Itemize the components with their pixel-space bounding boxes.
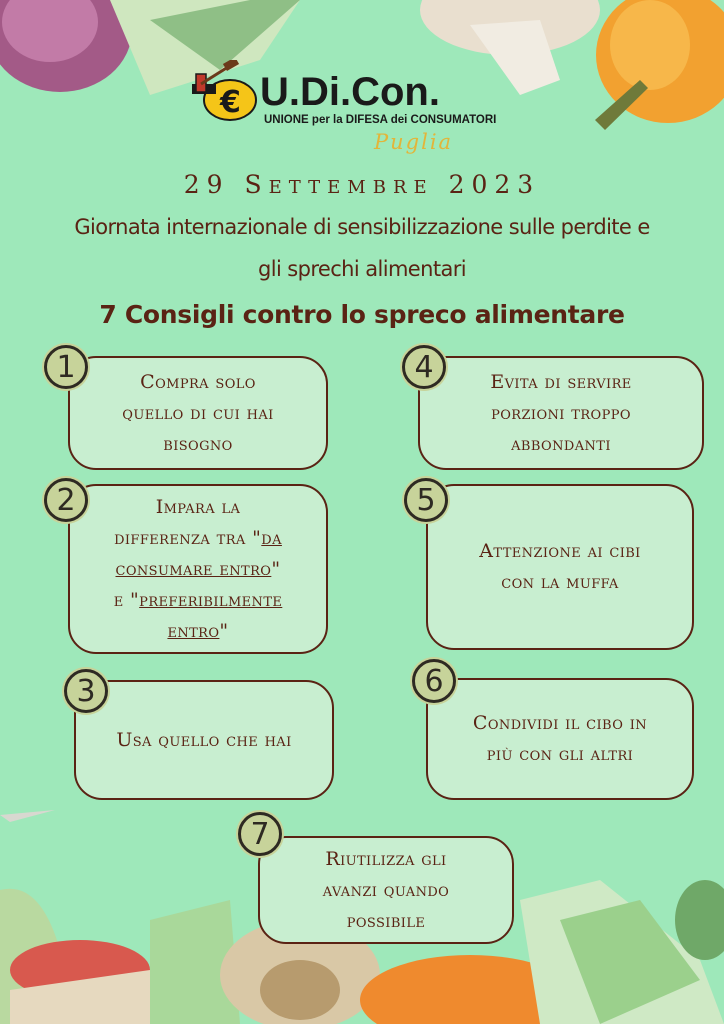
tip-text: Evita di servire porzioni troppo abbondanti (490, 370, 632, 455)
tips-heading: 7 Consigli contro lo spreco alimentare (99, 300, 625, 329)
logo (186, 58, 526, 168)
gavel-logo-icon (186, 60, 260, 126)
tip-card-1 (68, 356, 328, 470)
tip-text: Usa quello che hai (116, 728, 292, 751)
tip-number-badge: 6 (412, 659, 456, 703)
tip-number-badge: 1 (44, 345, 88, 389)
logo-subtitle: UNIONE per la DIFESA dei CONSUMATORI (264, 114, 497, 126)
link-preferibilmente-entro[interactable]: preferibilmente (139, 588, 283, 611)
logo-region: Puglia (374, 130, 454, 154)
tip-text: Riutilizza gli avanzi quando possibile (322, 847, 450, 932)
tip-card-3 (74, 680, 334, 800)
event-title-line1: Giornata internazionale di sensibilizzazione sulle perdite e (74, 215, 650, 239)
tip-card-6 (426, 678, 694, 800)
link-preferibilmente-entro-cont[interactable]: entro (167, 619, 220, 642)
tip-card-7 (258, 836, 514, 944)
tip-number-badge: 3 (64, 669, 108, 713)
link-da-consumare-entro-cont[interactable]: consumare entro (115, 557, 272, 580)
tip-text: Compra solo quello di cui hai bisogno (122, 370, 274, 455)
tip-card-5 (426, 484, 694, 650)
tip-number-badge: 4 (402, 345, 446, 389)
tip-card-2 (68, 484, 328, 654)
event-title (10, 206, 714, 290)
tip-number-badge: 2 (44, 478, 88, 522)
tip-text: Attenzione ai cibi con la muffa (479, 540, 641, 593)
logo-name: U.Di.Con. (260, 70, 440, 114)
tip-card-4 (418, 356, 704, 470)
tip-number-badge: 5 (404, 478, 448, 522)
event-date: 29 Settembre 2023 (183, 170, 541, 199)
tip-number-badge: 7 (238, 812, 282, 856)
link-da-consumare-entro[interactable]: da (261, 526, 282, 549)
leaf-left-illustration (0, 800, 60, 830)
tip-text: Condividi il cibo in più con gli altri (472, 712, 648, 765)
event-title-line2: gli sprechi alimentari (258, 257, 466, 281)
tip-text: Impara la differenza tra "da consumare entro" e "preferibilmente entro" (113, 495, 283, 642)
svg-text:€: € (220, 85, 241, 120)
